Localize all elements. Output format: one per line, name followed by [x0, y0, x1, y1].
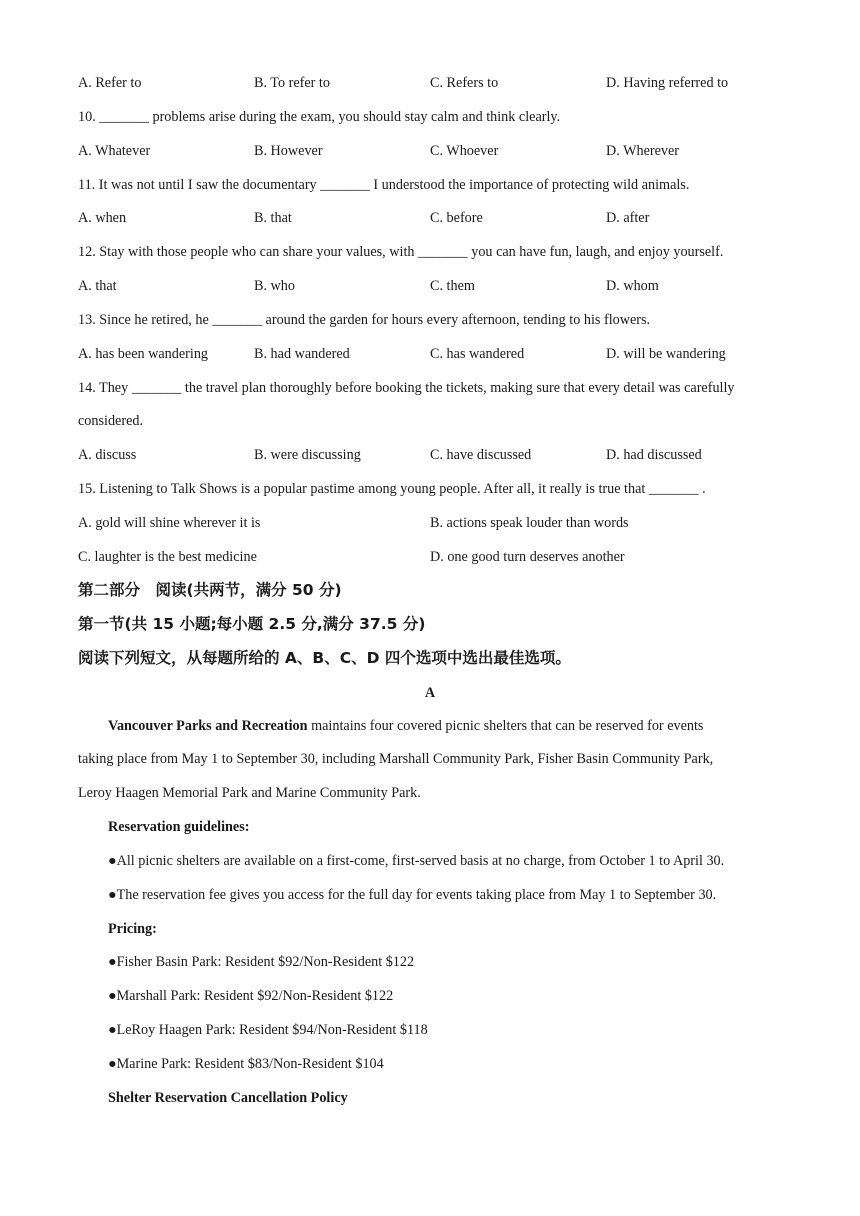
- passage-para1-line1: [108, 716, 703, 736]
- q15-options-row1: [78, 513, 798, 533]
- part2-heading: 第二部分 阅读(共两节，满分 50 分): [78, 581, 342, 599]
- organization-name: Vancouver Parks and Recreation: [108, 718, 308, 734]
- q9-option-a[interactable]: A. Refer to: [78, 75, 142, 91]
- cancellation-heading: Shelter Reservation Cancellation Policy: [108, 1090, 348, 1106]
- q14-options: [78, 445, 798, 465]
- q10-option-a[interactable]: A. Whatever: [78, 143, 151, 159]
- q10-option-d[interactable]: D. Wherever: [606, 143, 680, 159]
- q13-options: [78, 344, 798, 364]
- q14-option-c[interactable]: C. have discussed: [430, 447, 532, 463]
- q12-option-b[interactable]: B. who: [254, 278, 295, 294]
- q9-option-b[interactable]: B. To refer to: [254, 75, 330, 91]
- q12-stem: 12. Stay with those people who can share your values, with _______ you can have fun, laugh, and enjoy yourself.: [78, 244, 724, 260]
- q15-option-a[interactable]: A. gold will shine wherever it is: [78, 515, 261, 531]
- q14-stem-line2: considered.: [78, 413, 144, 429]
- q15-option-b[interactable]: B. actions speak louder than words: [430, 515, 629, 531]
- q9-option-d[interactable]: D. Having referred to: [606, 75, 729, 91]
- price-item: ●Fisher Basin Park: Resident $92/Non-Resident $122: [108, 954, 415, 970]
- q14-option-d[interactable]: D. had discussed: [606, 447, 702, 463]
- q14-option-b[interactable]: B. were discussing: [254, 447, 361, 463]
- q13-option-a[interactable]: A. has been wandering: [78, 346, 209, 362]
- q10-option-b[interactable]: B. However: [254, 143, 323, 159]
- q15-option-c[interactable]: C. laughter is the best medicine: [78, 549, 257, 565]
- q12-options: [78, 276, 798, 296]
- q12-option-d[interactable]: D. whom: [606, 278, 659, 294]
- guidelines-heading: Reservation guidelines:: [108, 819, 250, 835]
- passage-label: A: [424, 685, 436, 701]
- q13-option-d[interactable]: D. will be wandering: [606, 346, 726, 362]
- q9-options: [78, 73, 798, 93]
- q13-stem: 13. Since he retired, he _______ around the garden for hours every afternoon, tending to his flowers.: [78, 312, 651, 328]
- q10-stem: 10. _______ problems arise during the exam, you should stay calm and think clearly.: [78, 109, 561, 125]
- q11-options: [78, 208, 798, 228]
- passage-para1-line2: taking place from May 1 to September 30, including Marshall Community Park, Fisher Basin Community Park,: [78, 751, 714, 767]
- q14-stem-line1: 14. They _______ the travel plan thoroughly before booking the tickets, making sure that every detail was carefully: [78, 380, 735, 396]
- q13-option-c[interactable]: C. has wandered: [430, 346, 525, 362]
- q11-option-c[interactable]: C. before: [430, 210, 483, 226]
- price-item: ●Marshall Park: Resident $92/Non-Resident $122: [108, 988, 394, 1004]
- q15-stem: 15. Listening to Talk Shows is a popular pastime among young people. After all, it really is true that _______ .: [78, 481, 706, 497]
- guideline-item: ●All picnic shelters are available on a first-come, first-served basis at no charge, from October 1 to April 30.: [108, 853, 725, 869]
- q11-option-d[interactable]: D. after: [606, 210, 650, 226]
- q13-option-b[interactable]: B. had wandered: [254, 346, 350, 362]
- q14-option-a[interactable]: A. discuss: [78, 447, 137, 463]
- price-item: ●Marine Park: Resident $83/Non-Resident $104: [108, 1056, 384, 1072]
- q12-option-a[interactable]: A. that: [78, 278, 117, 294]
- q11-stem: 11. It was not until I saw the documentary _______ I understood the importance of protecting wild animals.: [78, 177, 690, 193]
- q15-option-d[interactable]: D. one good turn deserves another: [430, 549, 625, 565]
- q15-options-row2: [78, 547, 798, 567]
- pricing-heading: Pricing:: [108, 921, 157, 937]
- q11-option-b[interactable]: B. that: [254, 210, 292, 226]
- q10-option-c[interactable]: C. Whoever: [430, 143, 499, 159]
- q9-option-c[interactable]: C. Refers to: [430, 75, 499, 91]
- q11-option-a[interactable]: A. when: [78, 210, 127, 226]
- reading-instructions: 阅读下列短文，从每题所给的 A、B、C、D 四个选项中选出最佳选项。: [78, 649, 571, 667]
- q12-option-c[interactable]: C. them: [430, 278, 475, 294]
- q10-options: [78, 141, 798, 161]
- price-item: ●LeRoy Haagen Park: Resident $94/Non-Resident $118: [108, 1022, 428, 1038]
- passage-para1-line3: Leroy Haagen Memorial Park and Marine Community Park.: [78, 785, 421, 801]
- guideline-item: ●The reservation fee gives you access for the full day for events taking place from May 1 to September 30.: [108, 887, 717, 903]
- section1-heading: 第一节(共 15 小题;每小题 2.5 分,满分 37.5 分): [78, 615, 426, 633]
- para1-text: maintains four covered picnic shelters that can be reserved for events: [307, 718, 704, 734]
